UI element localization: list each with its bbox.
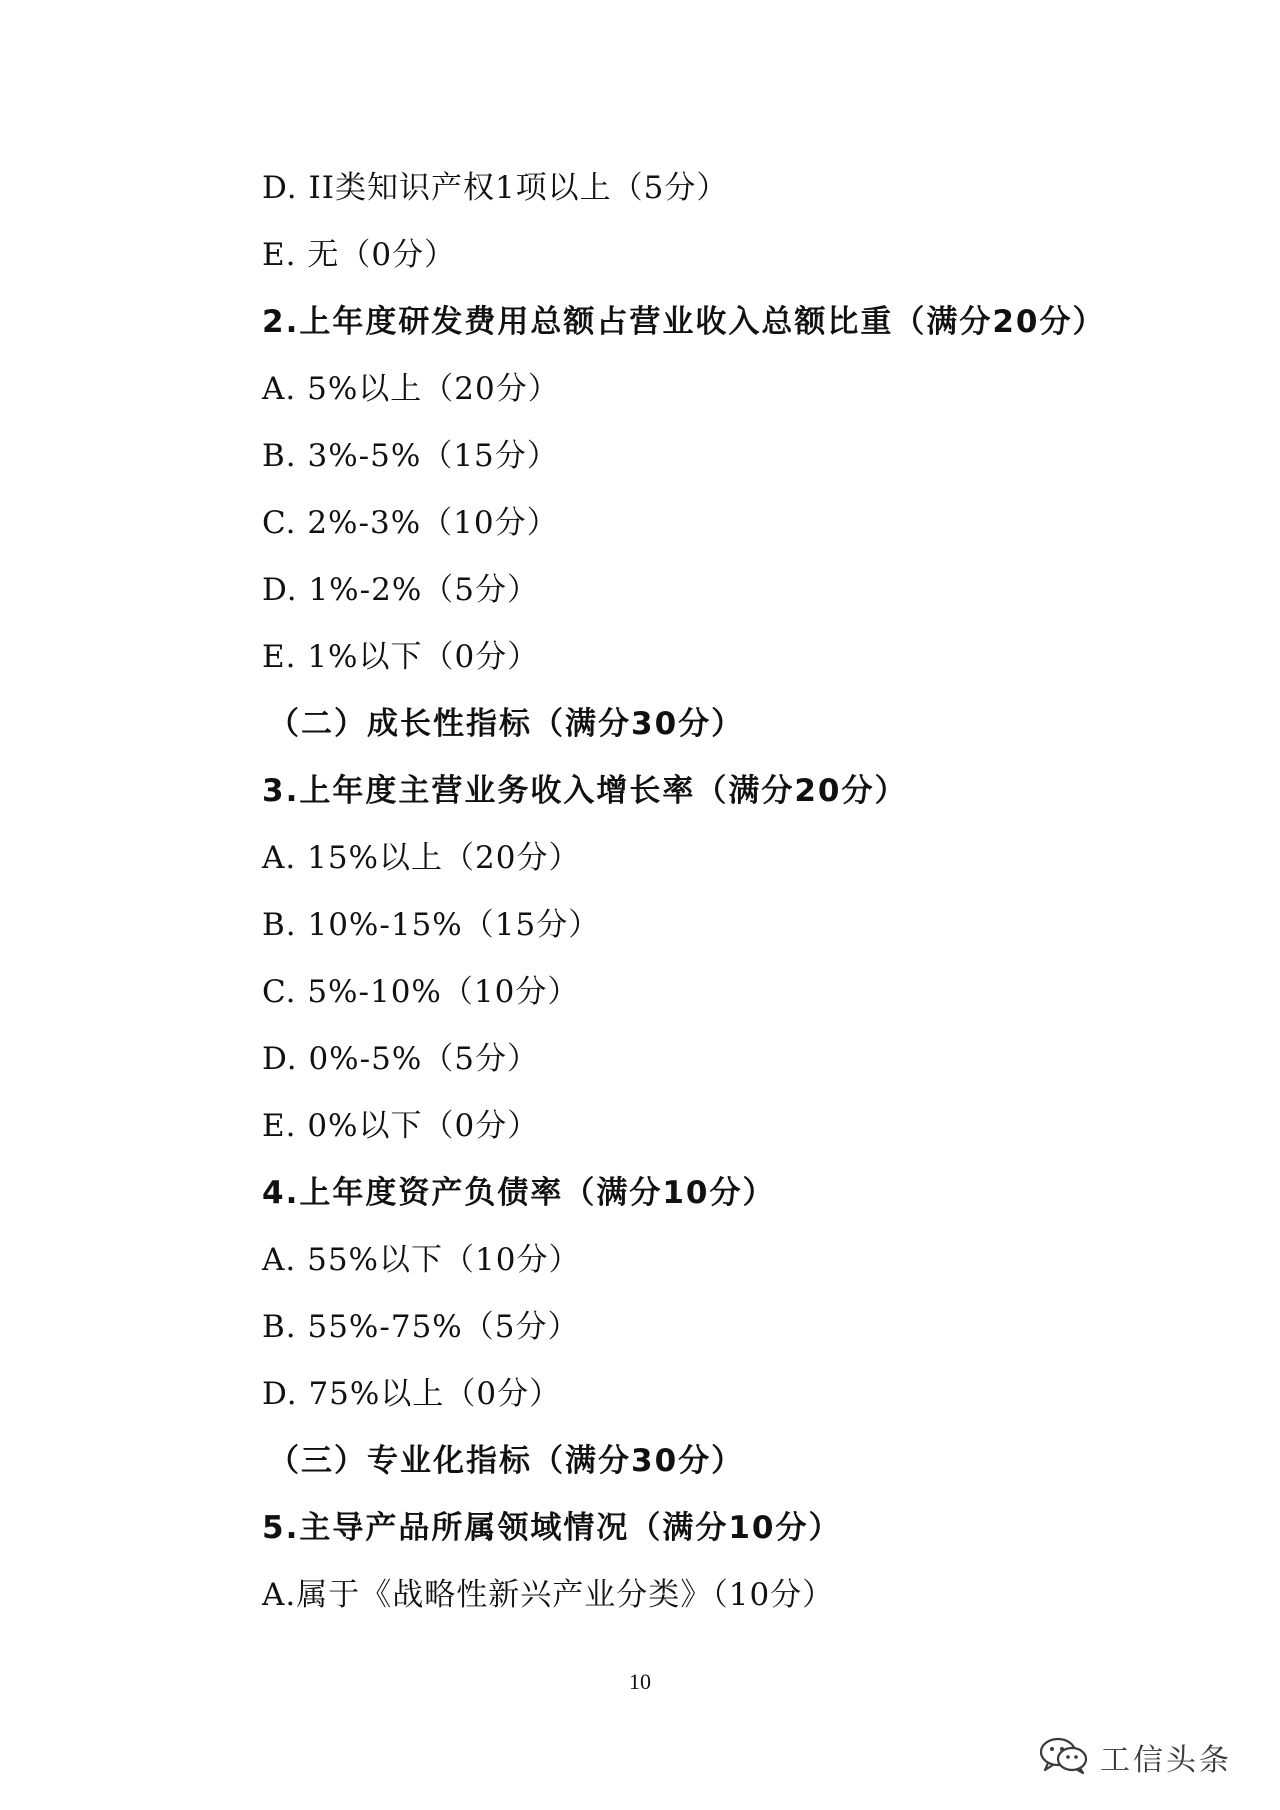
option-line: A. 55%以下（10分） [262,1242,581,1278]
page-number: 10 [629,1669,651,1694]
option-line: D. 75%以上（0分） [262,1376,562,1412]
question-heading: 3.上年度主营业务收入增长率（满分20分） [262,773,908,809]
question-heading: 5.主导产品所属领域情况（满分10分） [262,1510,842,1546]
watermark-text: 工信头条 [1100,1743,1232,1778]
wechat-icon [1038,1735,1090,1779]
option-line: B. 10%-15%（15分） [262,907,601,943]
section-heading: （二）成长性指标（满分30分） [268,706,745,742]
question-heading: 2.上年度研发费用总额占营业收入总额比重（满分20分） [262,304,1106,340]
option-line: A. 15%以上（20分） [262,840,581,876]
option-line: B. 3%-5%（15分） [262,438,559,474]
option-line: C. 2%-3%（10分） [262,505,559,541]
option-line: E. 0%以下（0分） [262,1108,540,1144]
option-line: E. 无（0分） [262,237,457,273]
section-heading: （三）专业化指标（满分30分） [268,1443,745,1479]
option-line: D. II类知识产权1项以上（5分） [262,170,729,206]
option-line: D. 1%-2%（5分） [262,572,540,608]
question-heading: 4.上年度资产负债率（满分10分） [262,1175,776,1211]
option-line: D. 0%-5%（5分） [262,1041,540,1077]
option-line: E. 1%以下（0分） [262,639,540,675]
option-line: A.属于《战略性新兴产业分类》（10分） [262,1577,835,1613]
watermark [1038,1735,1232,1779]
option-line: A. 5%以上（20分） [262,371,560,407]
option-line: C. 5%-10%（10分） [262,974,580,1010]
option-line: B. 55%-75%（5分） [262,1309,580,1345]
